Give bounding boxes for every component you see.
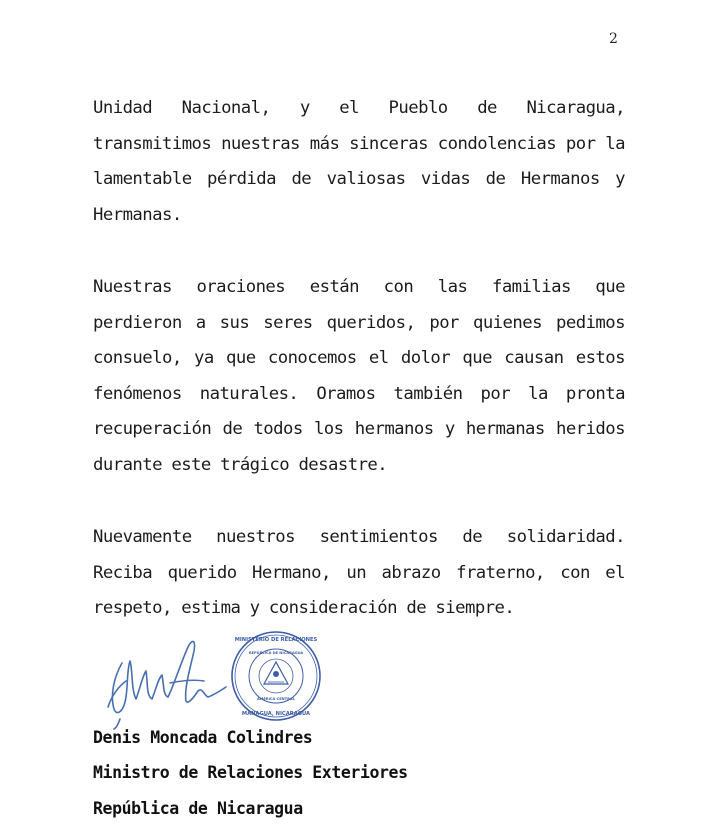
signatory-country: República de Nicaragua [93,799,303,818]
svg-text:REPÚBLICA DE NICARAGUA: REPÚBLICA DE NICARAGUA [248,651,304,655]
paragraph-condolences: Unidad Nacional, y el Pueblo de Nicaragua, transmitimos nuestras más sinceras condolencias por la lamentable pérdida de valiosas vidas de Hermanos y Hermanas. [93,98,625,225]
signatory-name: Denis Moncada Colindres [93,728,313,747]
paragraph-solidarity: Nuevamente nuestros sentimientos de solidaridad. Reciba querido Hermano, un abrazo fraterno, con el respeto, estima y consideración de siempre. [93,527,625,618]
svg-text:MINISTERIO DE RELACIONES: MINISTERIO DE RELACIONES [234,637,318,643]
svg-text:MANAGUA, NICARAGUA: MANAGUA, NICARAGUA [241,711,311,717]
ministry-seal [230,630,322,722]
handwritten-signature [100,625,235,730]
signatory-title: Ministro de Relaciones Exteriores [93,763,408,782]
paragraph-prayers: Nuestras oraciones están con las familias que perdieron a sus seres queridos, por quienes pedimos consuelo, ya que conocemos el dolor que causan estos fenómenos naturales. Oramos también por la pronta recuperación de todos los hermanos y hermanas heridos durante este trágico desastre. [93,277,625,475]
page-number: 2 [609,31,618,47]
signature-block [100,625,330,730]
svg-text:AMÉRICA CENTRAL: AMÉRICA CENTRAL [257,697,295,701]
